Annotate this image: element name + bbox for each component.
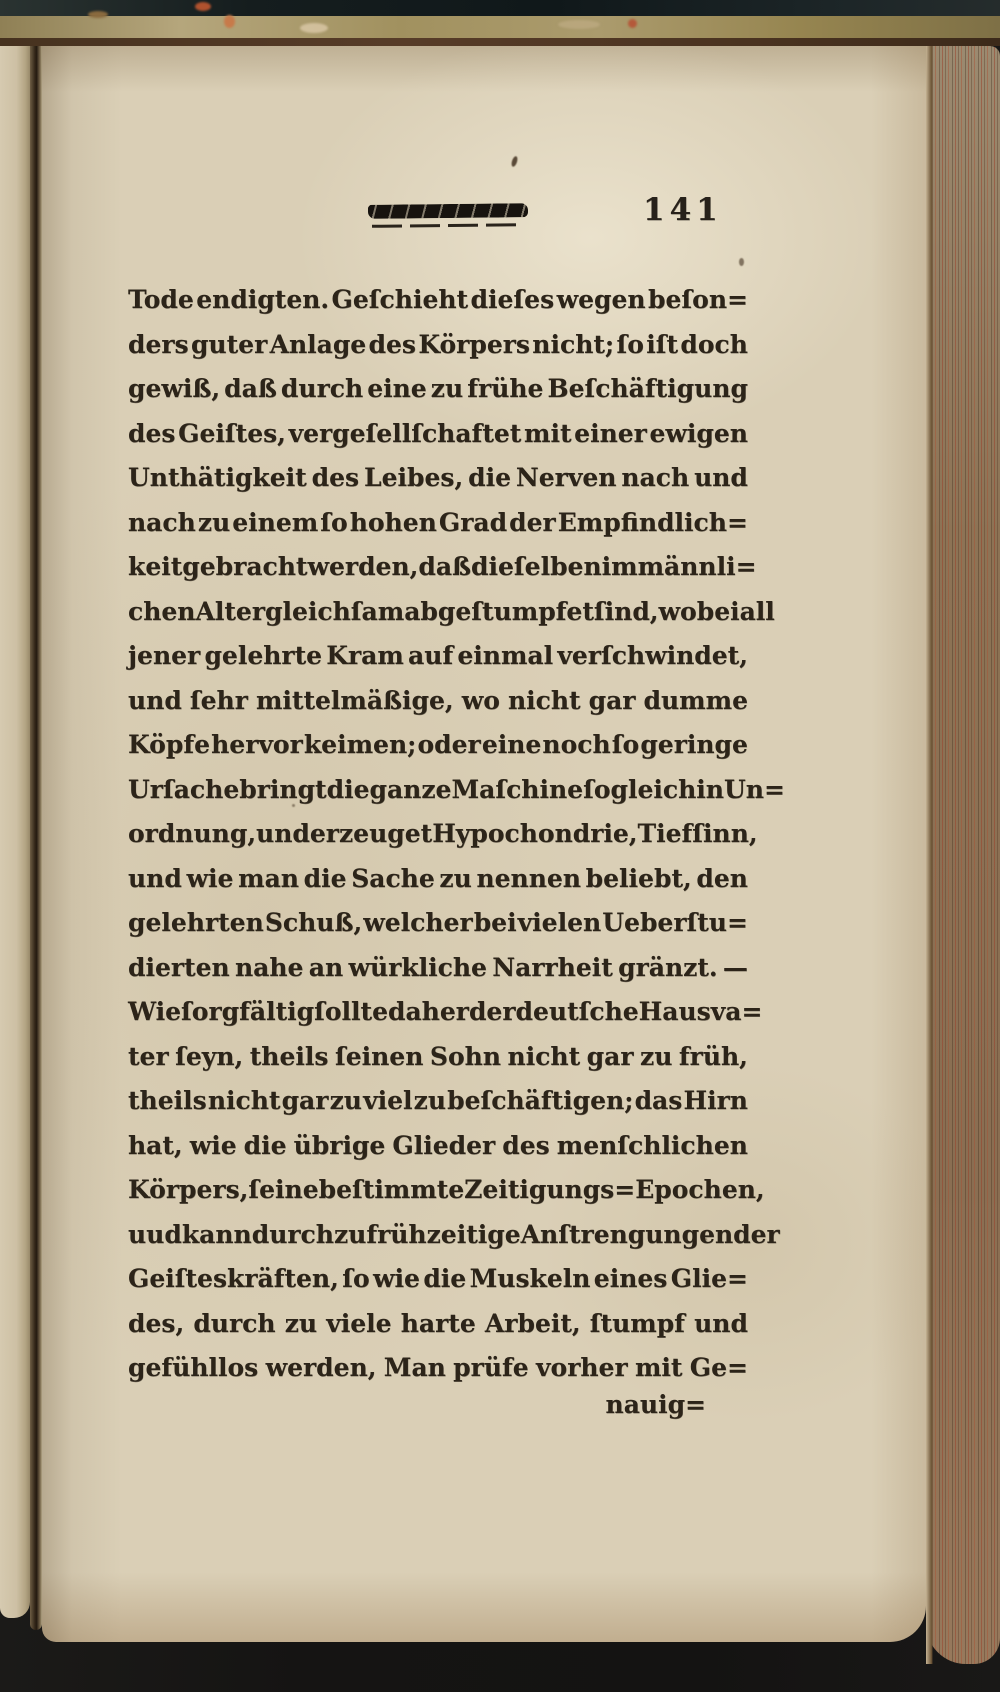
ink-speck bbox=[510, 155, 518, 167]
text-line: ders guter Anlage des Körpers nicht; ſo iſt doch bbox=[128, 329, 748, 359]
wear-fleck bbox=[195, 2, 211, 11]
book-head-edge bbox=[0, 16, 1000, 38]
text-line: gefühllos werden, Man prüfe vorher mit Ge= bbox=[128, 1353, 748, 1382]
text-line: keit gebracht werden, daß dieſelben im männli= bbox=[128, 552, 757, 581]
text-line: jener gelehrte Kram auf einmal verſchwindet, bbox=[128, 641, 748, 670]
body-text bbox=[128, 278, 785, 1391]
gutter-crease bbox=[30, 46, 42, 1630]
text-line: dierten nahe an würkliche Narrheit gränzt. — bbox=[128, 952, 748, 982]
wear-fleck bbox=[300, 23, 328, 33]
wear-fleck bbox=[628, 19, 637, 28]
facing-page-sliver bbox=[0, 46, 30, 1618]
text-line: gelehrten Schuß, welcher bei vielen Ueberſtu= bbox=[128, 908, 748, 937]
text-line: Köpfe hervor keimen; oder eine noch ſo geringe bbox=[128, 730, 748, 759]
text-line: chen Alter gleichſam abgeſtumpfet ſind, wobei all bbox=[128, 596, 775, 626]
text-line: Unthätigkeit des Leibes, die Nerven nach und bbox=[128, 463, 748, 492]
text-line: ordnung, und erzeuget Hypochondrie, Tiefſinn, bbox=[128, 819, 758, 848]
text-line: uud kann durch zu frühzeitige Anſtrengungen der bbox=[128, 1219, 780, 1249]
text-line: ter ſeyn, theils ſeinen Sohn nicht gar zu früh, bbox=[128, 1041, 748, 1071]
text-line: gewiß, daß durch eine zu frühe Beſchäftigung bbox=[128, 374, 748, 403]
wear-fleck bbox=[558, 20, 600, 29]
text-line: Tode endigten. Geſchieht dieſes wegen beſon= bbox=[128, 285, 748, 314]
text-line: und wie man die Sache zu nennen beliebt, den bbox=[128, 863, 748, 893]
wear-fleck bbox=[88, 11, 108, 18]
text-line: Körpers, ſeine beſtimmte Zeitigungs=Epochen, bbox=[128, 1175, 765, 1204]
text-line: theils nicht gar zu viel zu beſchäftigen; das Hirn bbox=[128, 1086, 748, 1115]
book-page bbox=[42, 46, 926, 1642]
page-number: 141 bbox=[643, 192, 723, 228]
text-line: des Geiſtes, vergeſellſchaftet mit einer ewigen bbox=[128, 418, 748, 448]
text-line: nach zu einem ſo hohen Grad der Empfindlich= bbox=[128, 507, 748, 537]
book-cover-edge bbox=[0, 0, 1000, 16]
text-line: des, durch zu viele harte Arbeit, ſtumpf und bbox=[128, 1308, 748, 1338]
header-ornament-rule bbox=[368, 203, 528, 219]
ink-speck bbox=[739, 258, 744, 266]
head-edge-rule bbox=[0, 38, 1000, 46]
catchword: nauig= bbox=[605, 1390, 706, 1419]
text-line: Wie ſorgfältig ſollte daher der deutſche Hausva= bbox=[128, 997, 763, 1026]
text-line: hat, wie die übrige Glieder des menſchlichen bbox=[128, 1130, 748, 1160]
header-ornament-dashed-rule bbox=[372, 223, 524, 228]
text-line: und ſehr mittelmäßige, wo nicht gar dumme bbox=[128, 685, 748, 715]
wear-fleck bbox=[224, 15, 235, 28]
book-fore-edge-pages bbox=[926, 46, 1000, 1664]
text-line: Urſache bringt die ganze Maſchine ſogleich in Un= bbox=[128, 774, 785, 804]
text-line: Geiſteskräften, ſo wie die Muskeln eines Glie= bbox=[128, 1264, 748, 1293]
